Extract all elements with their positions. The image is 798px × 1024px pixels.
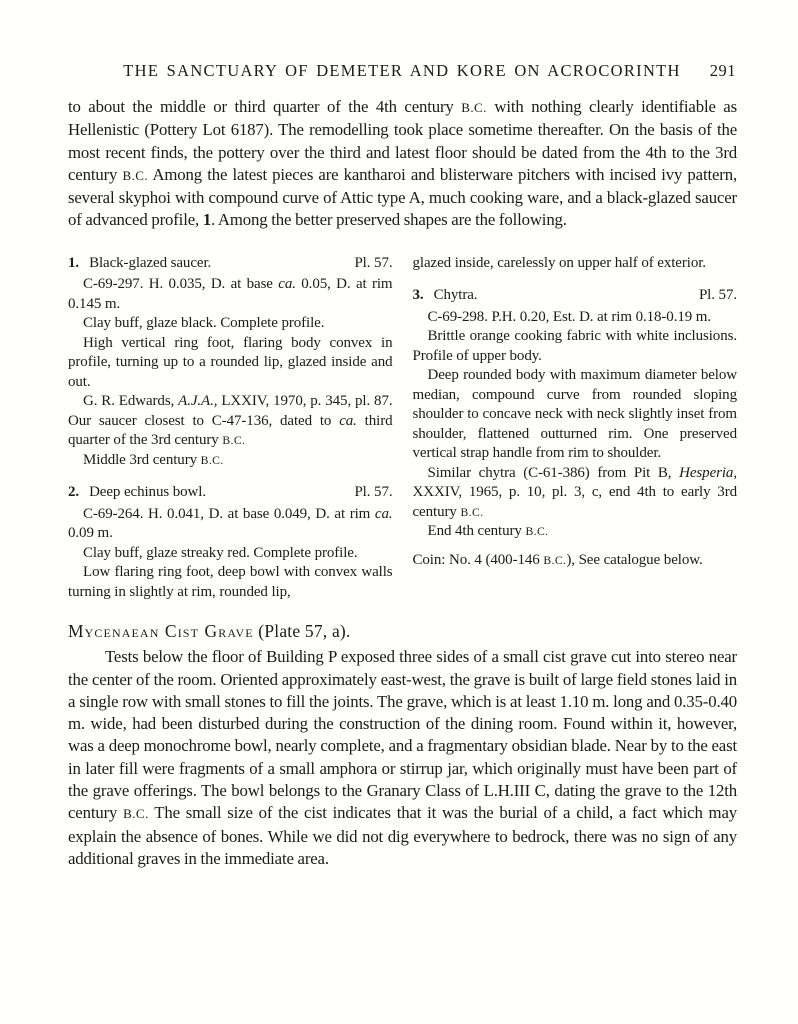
entry-number: 3.	[412, 287, 424, 304]
section-heading: Mycenaean Cist Grave (Plate 57, a).	[68, 621, 351, 642]
entry-title: Black-glazed saucer.	[89, 254, 212, 271]
entry-paragraph: C-69-297. H. 0.035, D. at base ca. 0.05, D. at rim 0.145 m.	[68, 276, 393, 312]
catalog-left-column	[68, 254, 393, 603]
entry-paragraph: Clay buff, glaze black. Complete profile.	[83, 315, 325, 332]
entry-1-heading	[68, 254, 393, 274]
catalog-entry-2	[68, 483, 393, 602]
entry-plate-ref: Pl. 57.	[698, 287, 737, 304]
entry-paragraph: Brittle orange cooking fabric with white inclusions. Profile of upper body.	[412, 328, 737, 364]
entry-paragraph: G. R. Edwards, A.J.A., LXXIV, 1970, p. 345, pl. 87. Our saucer closest to C-47-136, dated to ca. third quarter of the 3rd century B.C.	[68, 393, 393, 449]
entry-paragraph: Middle 3rd century B.C.	[83, 451, 224, 468]
entry-paragraph: End 4th century B.C.	[427, 523, 549, 540]
entry-number: 2.	[68, 484, 80, 501]
entry-3-heading	[413, 286, 738, 306]
entry-paragraph: Similar chytra (C-61-386) from Pit B, Hesperia, XXXIV, 1965, p. 10, pl. 3, c, end 4th to early 3rd century B.C.	[412, 464, 737, 520]
entry-number: 1.	[68, 254, 80, 271]
catalog-entry-1	[68, 254, 393, 471]
coin-note: Coin: No. 4 (400-146 B.C.), See catalogue below.	[412, 551, 703, 568]
catalog-columns	[68, 254, 737, 603]
entry-paragraph: Clay buff, glaze streaky red. Complete profile.	[83, 544, 358, 561]
entry-paragraph: C-69-298. P.H. 0.20, Est. D. at rim 0.18-0.19 m.	[427, 308, 712, 325]
catalog-right-column	[413, 254, 738, 603]
entry-2-heading	[68, 483, 393, 503]
catalog-entry-3	[413, 286, 738, 542]
entry-paragraph: Low flaring ring foot, deep bowl with convex walls turning in slightly at rim, rounded lip,	[68, 564, 393, 600]
section-paragraph: Tests below the floor of Building P exposed three sides of a small cist grave cut into stereo near the center of the room. Oriented approximately east-west, the grave is built of large field stones laid in a single row with small stones to fill the joints. The grave, which is at least 1.10 m. long and 0.35-0.40 m. wide, had been disturbed during the construction of the dining room. Found within it, however, was a deep monochrome bowl, nearly complete, and a fragmentary obsidian blade. Near by to the east in later fill were fragments of a small amphora or stirrup jar, which originally must have been part of the grave offerings. The bowl belongs to the Granary Class of L.H.III C, dating the grave to the 12th century B.C. The small size of the cist indicates that it was the burial of a child, a fact which may explain the absence of bones. While we did not dig everywhere to bedrock, there was no sign of any additional graves in the immediate area.	[68, 647, 737, 868]
intro-paragraph: to about the middle or third quarter of the 4th century B.C. with nothing clearly identifiable as Hellenistic (Pottery Lot 6187). The remodelling took place sometime thereafter. On the basis of the most recent finds, the pottery over the third and latest floor should be dated from the 4th to the 3rd century B.C. Among the latest pieces are kantharoi and blisterware pitchers with incised ivy pattern, several skyphoi with compound curve of Attic type A, much cooking ware, and a black-glazed saucer of advanced profile, 1. Among the better preserved shapes are the following.	[68, 97, 738, 230]
page-header-title: THE SANCTUARY OF DEMETER AND KORE ON ACROCORINTH	[123, 61, 681, 80]
entry-title: Chytra.	[433, 287, 478, 304]
page-number: 291	[709, 61, 736, 80]
entry-paragraph: High vertical ring foot, flaring body convex in profile, turning up to a rounded lip, glazed inside and out.	[68, 334, 393, 390]
entry-paragraph: C-69-264. H. 0.041, D. at base 0.049, D. at rim ca. 0.09 m.	[68, 505, 393, 542]
entry-plate-ref: Pl. 57.	[354, 484, 393, 501]
entry-paragraph: Deep rounded body with maximum diameter below median, compound curve from rounded sloping shoulder to concave neck with neck slightly inset from shoulder, flattened outturned rim. One preserved vertical strap handle from rim to shoulder.	[412, 367, 737, 462]
entry-title: Deep echinus bowl.	[89, 484, 206, 501]
entry-plate-ref: Pl. 57.	[354, 254, 393, 271]
entry-2-continuation: glazed inside, carelessly on upper half of exterior.	[412, 254, 706, 271]
page-header	[68, 61, 736, 82]
